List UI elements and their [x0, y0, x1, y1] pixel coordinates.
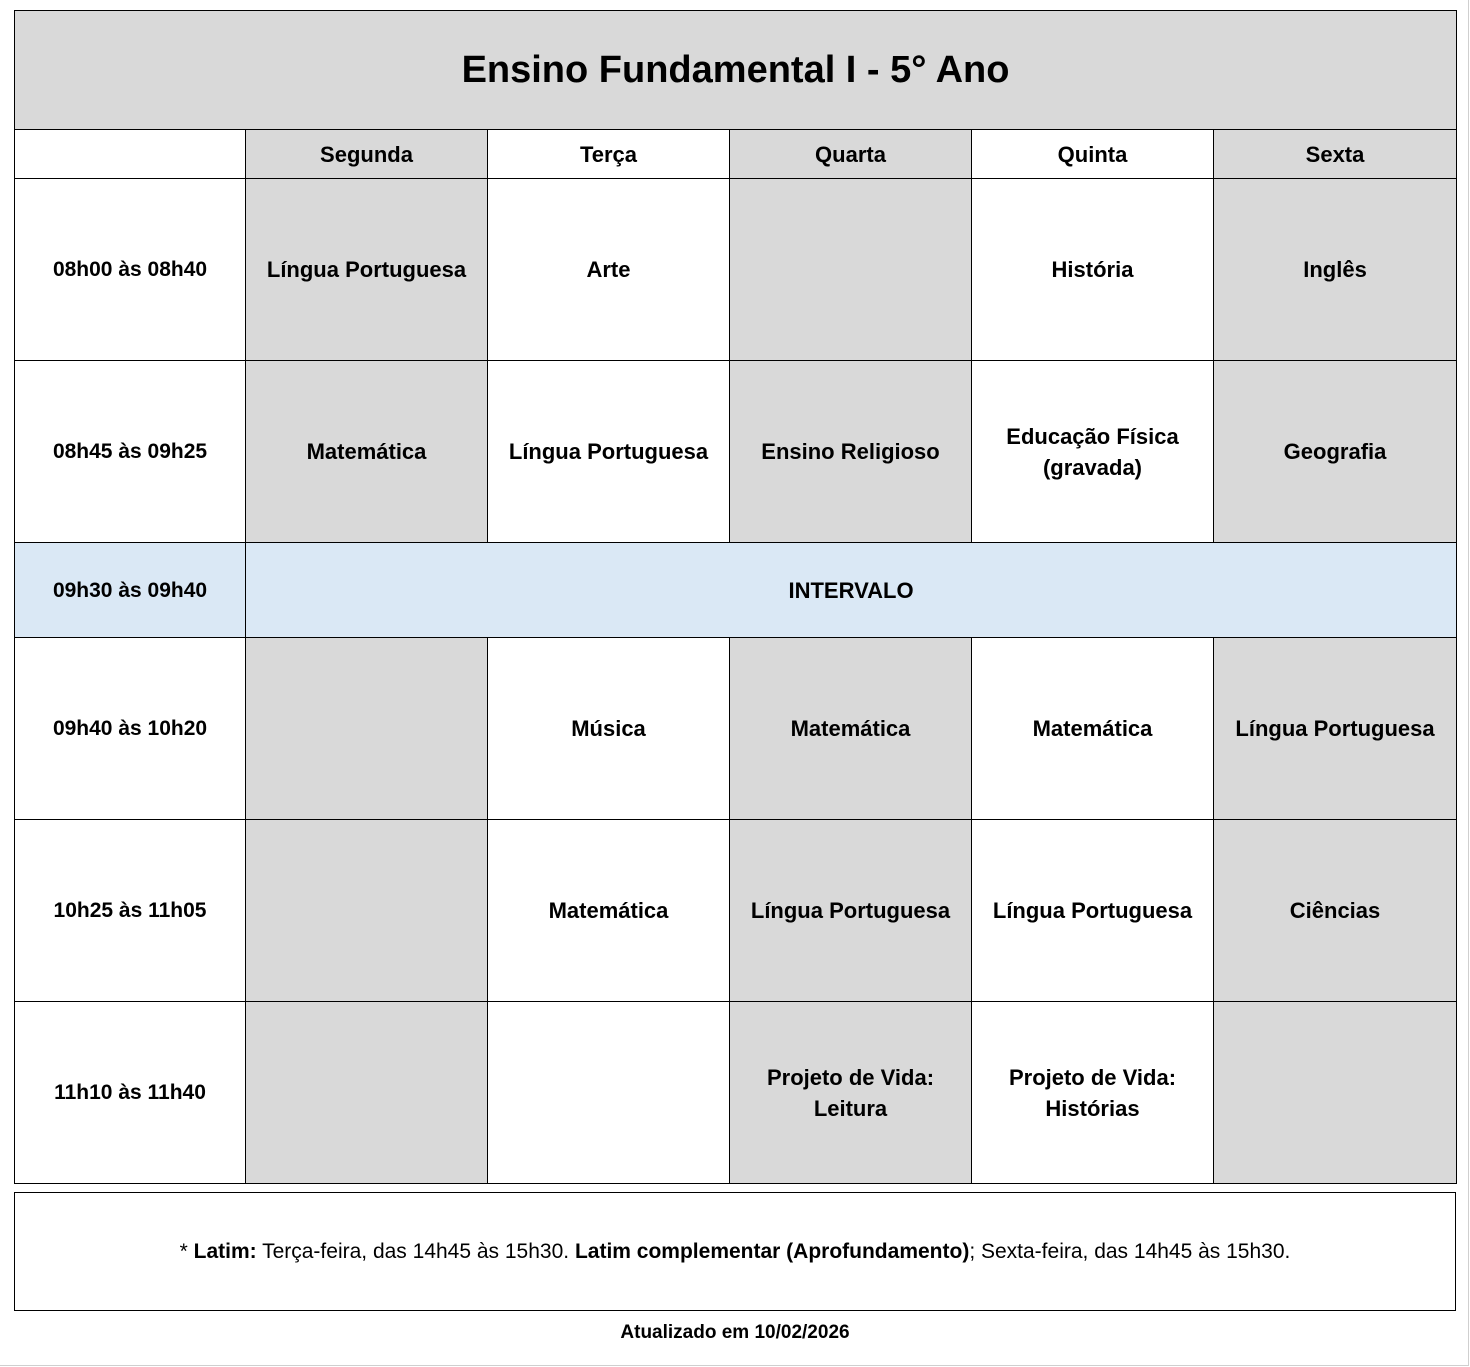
day-header-sexta: Sexta — [1214, 130, 1457, 179]
class-cell: Projeto de Vida: Histórias — [972, 1002, 1214, 1184]
class-cell: Língua Portuguesa — [488, 361, 730, 543]
note-text — [180, 1240, 1291, 1264]
class-cell: Matemática — [246, 361, 488, 543]
class-cell: Projeto de Vida: Leitura — [730, 1002, 972, 1184]
class-cell: Língua Portuguesa — [730, 820, 972, 1002]
time-slot: 10h25 às 11h05 — [15, 820, 246, 1002]
note-prefix: * — [179, 1239, 194, 1263]
class-cell: Matemática — [730, 638, 972, 820]
day-header-row — [15, 130, 1457, 179]
class-cell: História — [972, 179, 1214, 361]
break-row — [15, 543, 1457, 638]
class-cell: Inglês — [1214, 179, 1457, 361]
class-cell — [246, 820, 488, 1002]
day-header-segunda: Segunda — [246, 130, 488, 179]
class-cell: Língua Portuguesa — [1214, 638, 1457, 820]
note-latim-text: Terça-feira, das 14h45 às 15h30. — [256, 1239, 575, 1263]
class-cell: Arte — [488, 179, 730, 361]
class-cell — [246, 1002, 488, 1184]
corner-cell — [15, 130, 246, 179]
note-complementar-text: ; Sexta-feira, das 14h45 às 15h30. — [969, 1239, 1291, 1263]
latin-note — [14, 1192, 1456, 1311]
class-cell — [246, 638, 488, 820]
note-latim-label: Latim: — [193, 1239, 257, 1263]
time-slot: 09h40 às 10h20 — [15, 638, 246, 820]
class-cell: Matemática — [488, 820, 730, 1002]
class-cell: Ensino Religioso — [730, 361, 972, 543]
class-cell — [730, 179, 972, 361]
time-slot: 09h30 às 09h40 — [15, 543, 246, 638]
class-cell — [488, 1002, 730, 1184]
day-header-quinta: Quinta — [972, 130, 1214, 179]
class-cell: Ciências — [1214, 820, 1457, 1002]
slot-row-1 — [15, 179, 1457, 361]
slot-row-4 — [15, 820, 1457, 1002]
class-cell: Música — [488, 638, 730, 820]
day-header-terca: Terça — [488, 130, 730, 179]
slot-row-3 — [15, 638, 1457, 820]
class-cell: Geografia — [1214, 361, 1457, 543]
day-header-quarta: Quarta — [730, 130, 972, 179]
class-cell: Matemática — [972, 638, 1214, 820]
slot-row-5 — [15, 1002, 1457, 1184]
time-slot: 11h10 às 11h40 — [15, 1002, 246, 1184]
class-cell — [1214, 1002, 1457, 1184]
schedule-table — [14, 10, 1457, 1184]
schedule-title: Ensino Fundamental I - 5° Ano — [15, 11, 1457, 130]
time-slot: 08h00 às 08h40 — [15, 179, 246, 361]
note-complementar-label: Latim complementar (Aprofundamento) — [574, 1239, 970, 1263]
updated-date: Atualizado em 10/02/2026 — [620, 1322, 850, 1343]
class-cell: Língua Portuguesa — [972, 820, 1214, 1002]
class-cell: Língua Portuguesa — [246, 179, 488, 361]
break-label: INTERVALO — [246, 543, 1457, 638]
time-slot: 08h45 às 09h25 — [15, 361, 246, 543]
slot-row-2 — [15, 361, 1457, 543]
class-cell: Educação Física (gravada) — [972, 361, 1214, 543]
